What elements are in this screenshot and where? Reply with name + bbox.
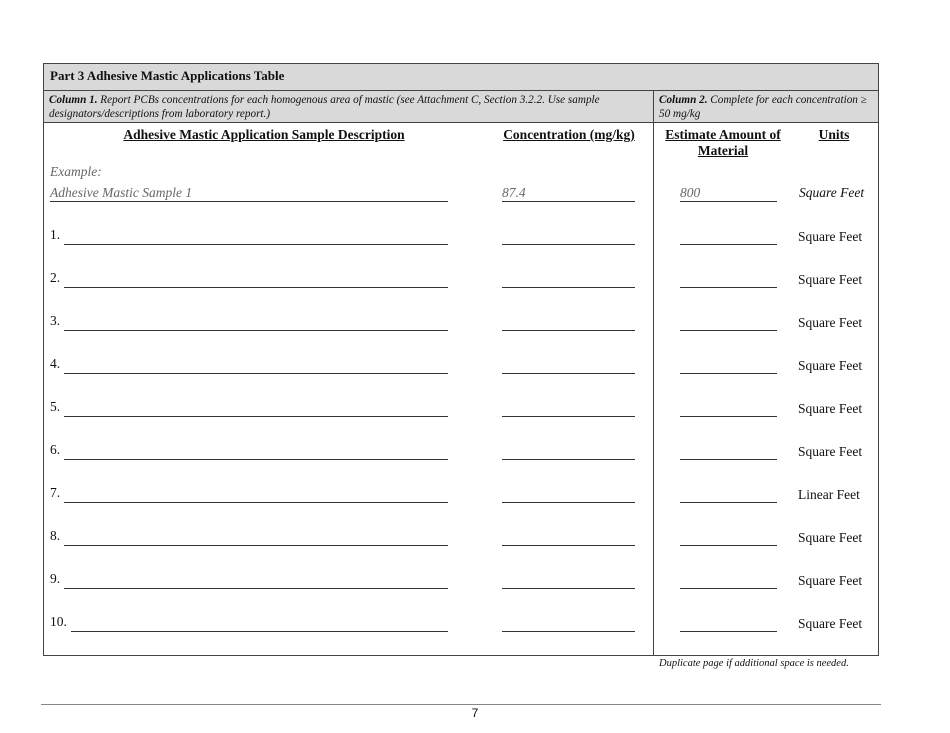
example-units: Square Feet [799, 185, 865, 200]
column1-instructions [49, 93, 649, 121]
amount-field[interactable] [680, 442, 777, 460]
table-row [44, 485, 878, 505]
description-field[interactable] [64, 442, 448, 460]
description-field[interactable] [64, 356, 448, 374]
column-description-row [44, 91, 878, 123]
example-concentration: 87.4 [502, 185, 526, 200]
concentration-field[interactable] [502, 485, 635, 503]
example-row [44, 184, 878, 204]
example-description: Adhesive Mastic Sample 1 [50, 185, 193, 200]
amount-field[interactable] [680, 270, 777, 288]
units-label: Square Feet [798, 315, 863, 330]
row-number: 3. [50, 313, 61, 328]
description-field[interactable] [71, 614, 448, 632]
units-label: Square Feet [798, 272, 863, 287]
description-field[interactable] [64, 270, 448, 288]
concentration-field[interactable] [502, 571, 635, 589]
page-number: 7 [471, 706, 479, 720]
column2-label: Column 2. [659, 94, 708, 106]
description-field[interactable] [64, 399, 448, 417]
row-number: 9. [50, 571, 61, 586]
row-number: 8. [50, 528, 61, 543]
column2-instructions [659, 93, 869, 121]
table-row [44, 571, 878, 591]
table-row [44, 399, 878, 419]
amount-field[interactable] [680, 313, 777, 331]
table-row [44, 270, 878, 290]
units-label: Square Feet [798, 444, 863, 459]
table-row [44, 528, 878, 548]
amount-field[interactable] [680, 227, 777, 245]
description-field[interactable] [64, 313, 448, 331]
footnote: Duplicate page if additional space is needed. [659, 658, 849, 669]
description-field[interactable] [64, 528, 448, 546]
amount-field[interactable] [680, 571, 777, 589]
table-title: Part 3 Adhesive Mastic Applications Table [44, 64, 878, 91]
concentration-field[interactable] [502, 528, 635, 546]
table-row [44, 313, 878, 333]
row-number: 7. [50, 485, 61, 500]
table-row [44, 614, 878, 634]
amount-field[interactable] [680, 485, 777, 503]
row-number: 5. [50, 399, 61, 414]
table-row [44, 442, 878, 462]
units-label: Square Feet [798, 530, 863, 545]
row-number: 4. [50, 356, 61, 371]
row-number: 2. [50, 270, 61, 285]
column2-text: Complete for each concentration ≥ 50 mg/kg [659, 94, 867, 120]
units-label: Square Feet [798, 573, 863, 588]
table-row [44, 356, 878, 376]
table-row [44, 227, 878, 247]
concentration-field[interactable] [502, 614, 635, 632]
amount-field[interactable] [680, 399, 777, 417]
units-label: Linear Feet [798, 487, 860, 502]
units-label: Square Feet [798, 616, 863, 631]
example-amount: 800 [680, 185, 701, 200]
header-description: Adhesive Mastic Application Sample Description [123, 127, 405, 142]
header-estimate-amount: Estimate Amount of Material [665, 127, 781, 158]
mastic-applications-table [43, 63, 879, 656]
column1-label: Column 1. [49, 94, 98, 106]
units-label: Square Feet [798, 229, 863, 244]
units-label: Square Feet [798, 358, 863, 373]
page-divider [41, 704, 881, 705]
concentration-field[interactable] [502, 399, 635, 417]
amount-field[interactable] [680, 528, 777, 546]
concentration-field[interactable] [502, 313, 635, 331]
amount-field[interactable] [680, 356, 777, 374]
concentration-field[interactable] [502, 442, 635, 460]
row-number: 10. [50, 614, 67, 629]
description-field[interactable] [64, 485, 448, 503]
concentration-field[interactable] [502, 227, 635, 245]
description-field[interactable] [64, 227, 448, 245]
concentration-field[interactable] [502, 356, 635, 374]
concentration-field[interactable] [502, 270, 635, 288]
amount-field[interactable] [680, 614, 777, 632]
header-concentration: Concentration (mg/kg) [503, 127, 635, 142]
column1-text: Report PCBs concentrations for each homogenous area of mastic (see Attachment C, Section 3.2.2. Use sample designators/descriptions from laboratory report.) [49, 94, 600, 120]
units-label: Square Feet [798, 401, 863, 416]
header-units: Units [818, 127, 850, 142]
row-number: 1. [50, 227, 61, 242]
row-number: 6. [50, 442, 61, 457]
description-field[interactable] [64, 571, 448, 589]
example-label: Example: [50, 164, 102, 179]
